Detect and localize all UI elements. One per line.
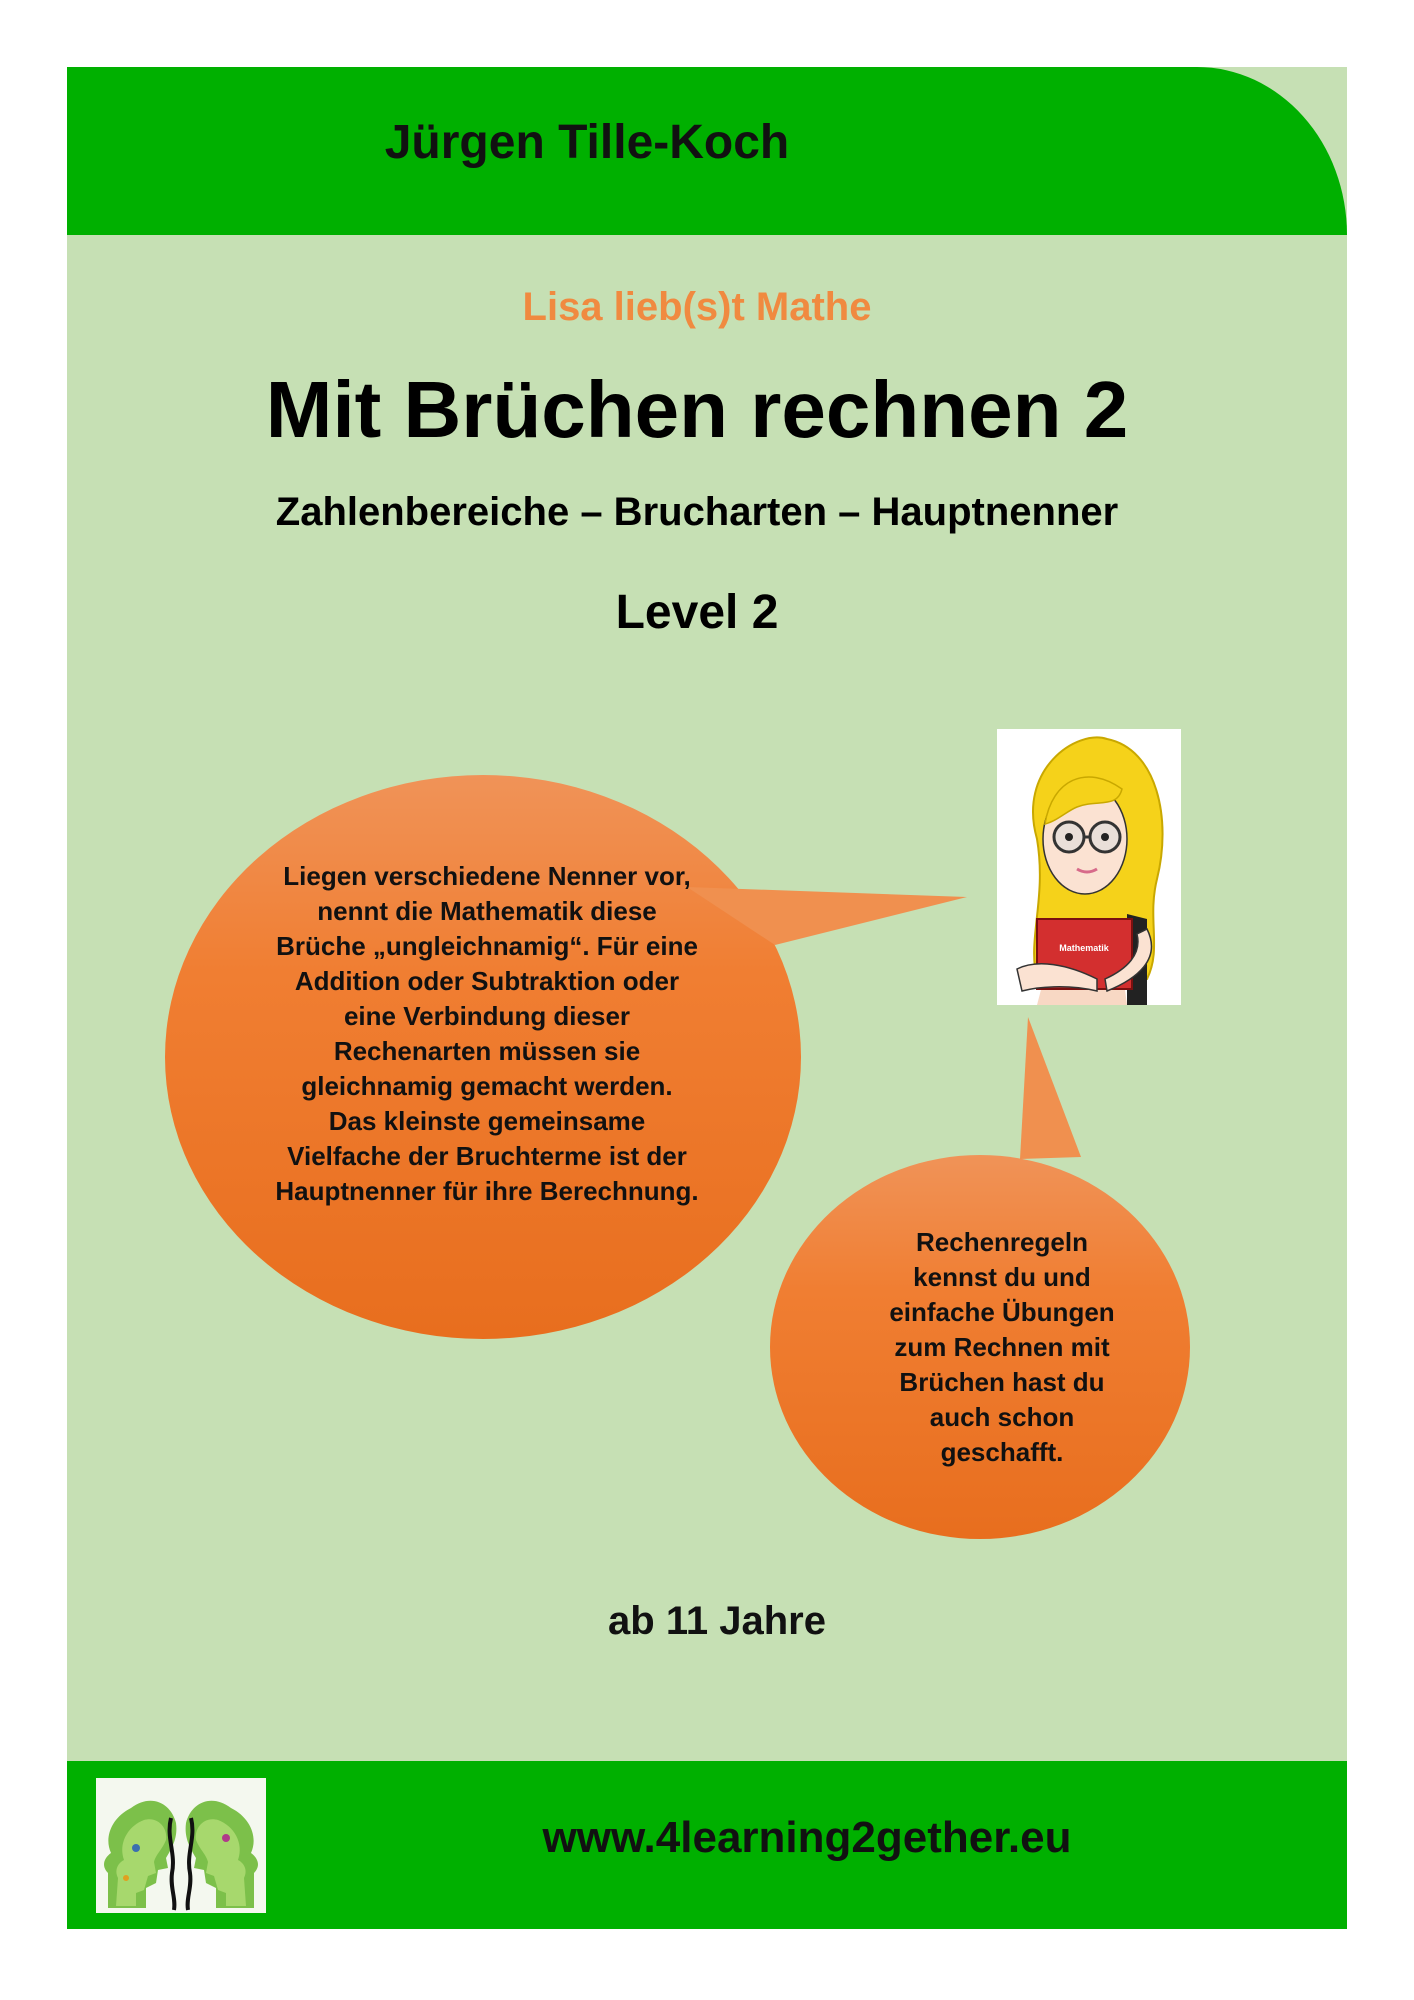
book-label: Mathematik xyxy=(1059,943,1109,953)
age-label: ab 11 Jahre xyxy=(608,1599,826,1643)
footer-band xyxy=(67,1761,1347,1929)
cover-panel xyxy=(67,67,1347,1929)
subtitle: Zahlenbereiche – Brucharten – Hauptnenner xyxy=(275,490,1119,534)
author-name: Jürgen Tille-Koch xyxy=(384,116,790,169)
large-bubble-text: Liegen verschiedene Nenner vor, nennt die Mathematik diese Brüche „ungleichnamig“. Für eine Addition oder Subtraktion oder eine Verbindung dieser Rechenarten müssen sie gleichnamig gemacht werden. Das kleinste gemeinsame Vielfache der Bruchterme ist der Hauptnenner für ihre Berechnung. xyxy=(275,861,699,1206)
level-label: Level 2 xyxy=(615,586,779,639)
publisher-logo xyxy=(96,1778,266,1913)
page-title: Mit Brüchen rechnen 2 xyxy=(265,365,1129,454)
series-title: Lisa lieb(s)t Mathe xyxy=(522,285,872,329)
lisa-character-image xyxy=(997,729,1181,1005)
small-bubble-text: Rechenregeln kennst du und einfache Übungen zum Rechnen mit Brüchen hast du auch schon geschafft. xyxy=(889,1227,1115,1467)
website-link[interactable]: www.4learning2gether.eu xyxy=(542,1813,1072,1862)
